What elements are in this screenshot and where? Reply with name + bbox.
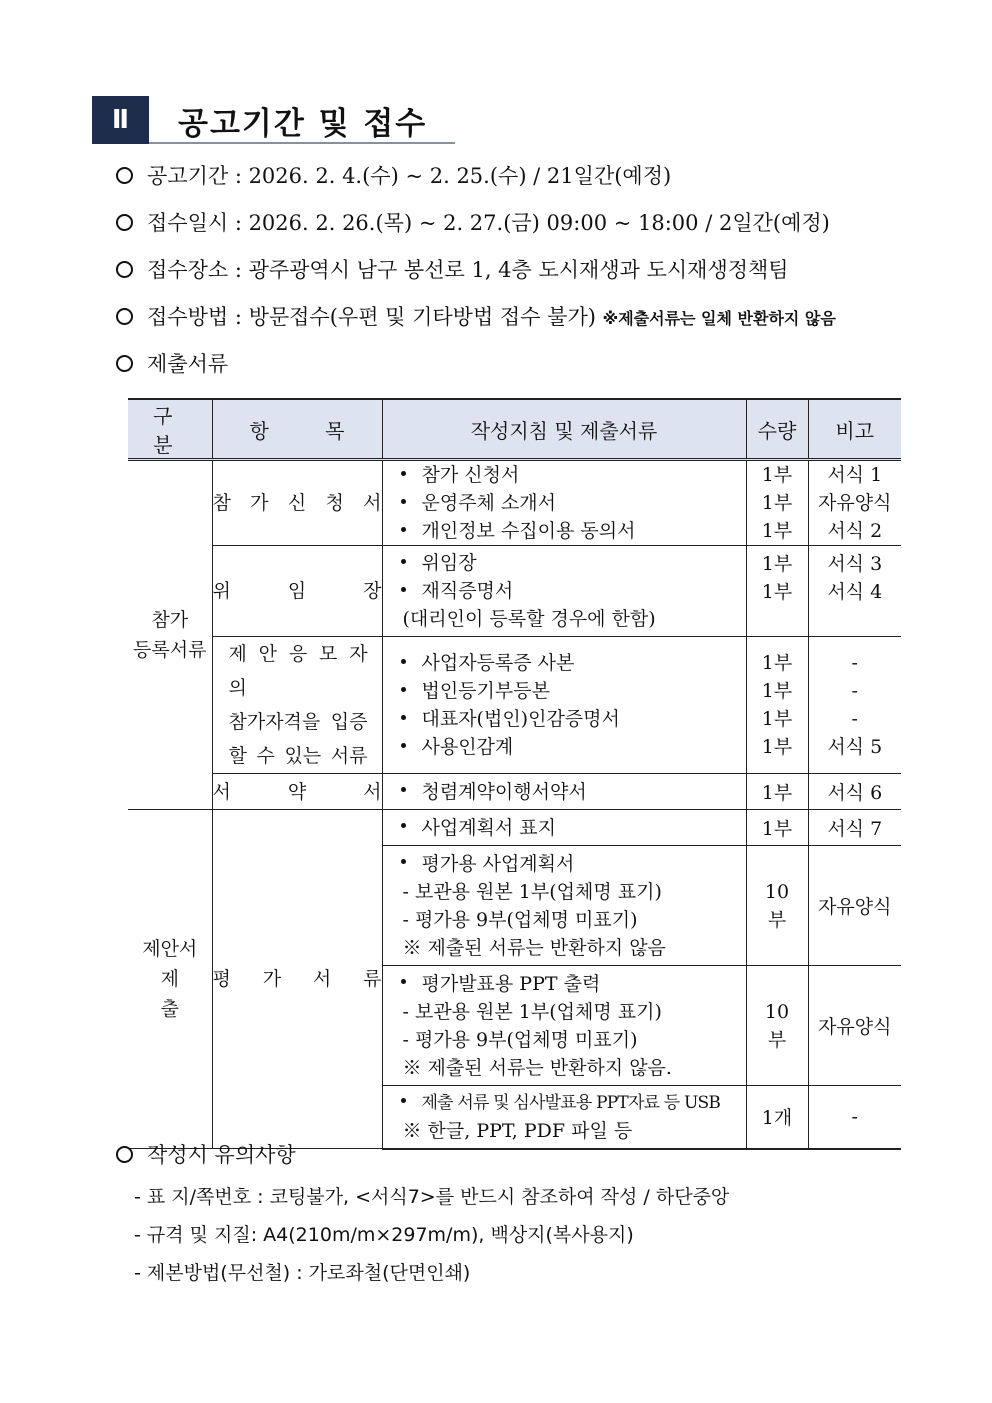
list-item: ※ 제출된 서류는 반환하지 않음 [402,936,666,959]
docs-plan [382,846,746,966]
circle-bullet-icon [116,261,133,278]
list-item: 사업계획서 표지 [401,814,746,842]
list-item: 사업자등록증 사본 [401,649,746,677]
note-ppt: 자유양식 [808,966,901,1086]
list-item: 개인정보 수집이용 동의서 [401,517,746,545]
qty-qualification: 1부 1부 1부 1부 [746,637,808,774]
qty-proxy: 1부 1부 [746,546,808,637]
group-registration: 참가 등록서류 [128,460,212,810]
section-title: 공고기간 및 접수 [178,106,428,142]
list-item: - 보관용 원본 1부(업체명 표기) [402,1000,662,1023]
table-header-row [128,399,901,460]
list-item: - 평가용 9부(업체명 미표기) [402,1028,638,1051]
bullet-receipt-method: 접수방법 : 방문접수(우편 및 기타방법 접수 불가) ※제출서류는 일체 반환하지 않음 [116,301,836,331]
qty-pledge: 1부 [746,774,808,810]
table-row [128,460,901,546]
docs-proxy [382,546,746,637]
note-item-binding: - 제본방법(무선철) : 가로좌철(단면인쇄) [134,1262,471,1284]
docs-cover [382,810,746,846]
docs-ppt [382,966,746,1086]
header-remarks: 비고 [808,399,901,460]
bullet-documents: 제출서류 [116,348,228,378]
header-guidelines: 작성지침 및 제출서류 [382,399,746,460]
header-quantity: 수량 [746,399,808,460]
bullet-period: 공고기간 : 2026. 2. 4.(수) ~ 2. 25.(수) / 21일간(예정) [116,160,671,190]
note-proxy: 서식 3 서식 4 [808,546,901,637]
list-item: 재직증명서 [401,577,746,605]
docs-pledge [382,774,746,810]
qty-usb: 1개 [746,1086,808,1149]
circle-bullet-icon [116,308,133,325]
docs-usb [382,1086,746,1149]
group-proposal: 제안서 제 출 [128,810,212,1149]
list-item: 대표자(법인)인감증명서 [401,705,746,733]
section-underline [149,142,455,144]
item-proxy: 위 임 장 [212,546,382,637]
bullet-receipt-date: 접수일시 : 2026. 2. 26.(목) ~ 2. 27.(금) 09:00 ~ 18:00 / 2일간(예정) [116,207,830,237]
table-row [128,637,901,774]
no-return-note: ※제출서류는 일체 반환하지 않음 [602,309,836,328]
note-item-paper: - 규격 및 지질: A4(210m/m×297m/m), 백상지(복사용지) [134,1224,634,1246]
bullet-receipt-place: 접수장소 : 광주광역시 남구 봉선로 1, 4층 도시재생과 도시재생정책팀 [116,254,789,284]
list-item: 청렴계약이행서약서 [401,778,746,806]
note-pledge: 서식 6 [808,774,901,810]
item-qualification: 제 안 응 모 자 의 참가자격을 입증 할 수 있는 서류 [212,637,382,774]
list-item: (대리인이 등록할 경우에 한함) [402,608,656,630]
circle-bullet-icon [116,1146,133,1163]
note-plan: 자유양식 [808,846,901,966]
header-item: 항 목 [212,399,382,460]
bullet-notes-heading: 작성시 유의사항 [116,1139,296,1169]
note-usb: - [808,1086,901,1149]
list-item: 사용인감계 [401,733,746,761]
documents-table [128,398,901,1150]
list-item: ※ 한글, PPT, PDF 파일 등 [402,1119,633,1142]
item-pledge: 서 약 서 [212,774,382,810]
header-category: 구 분 [128,399,212,460]
list-item: 평가발표용 PPT 출력 [401,970,746,998]
section-header [92,96,492,144]
list-item: 운영주체 소개서 [401,489,746,517]
note-application: 서식 1 자유양식 서식 2 [808,460,901,546]
list-item: 평가용 사업계획서 [401,850,746,878]
circle-bullet-icon [116,214,133,231]
circle-bullet-icon [116,355,133,372]
list-item: 참가 신청서 [401,461,746,489]
note-qualification: - - - 서식 5 [808,637,901,774]
list-item: ※ 제출된 서류는 반환하지 않음. [402,1056,672,1079]
docs-application [382,460,746,546]
qty-ppt: 10 부 [746,966,808,1086]
docs-qualification [382,637,746,774]
table-row [128,774,901,810]
note-cover: 서식 7 [808,810,901,846]
list-item: 위임장 [401,549,746,577]
list-item: - 보관용 원본 1부(업체명 표기) [402,880,662,903]
list-item: 제출 서류 및 심사발표용 PPT자료 등 USB [401,1089,746,1117]
item-evaluation: 평 가 서 류 [212,810,382,1149]
section-number-badge: Ⅱ [92,96,149,144]
item-application: 참 가 신 청 서 [212,460,382,546]
table-row [128,546,901,637]
qty-cover: 1부 [746,810,808,846]
circle-bullet-icon [116,167,133,184]
table-row [128,810,901,846]
qty-application: 1부 1부 1부 [746,460,808,546]
list-item: 법인등기부등본 [401,677,746,705]
list-item: - 평가용 9부(업체명 미표기) [402,908,638,931]
note-item-cover: - 표 지/쪽번호 : 코팅불가, <서식7>를 반드시 참조하여 작성 / 하단중앙 [134,1186,730,1208]
qty-plan: 10 부 [746,846,808,966]
